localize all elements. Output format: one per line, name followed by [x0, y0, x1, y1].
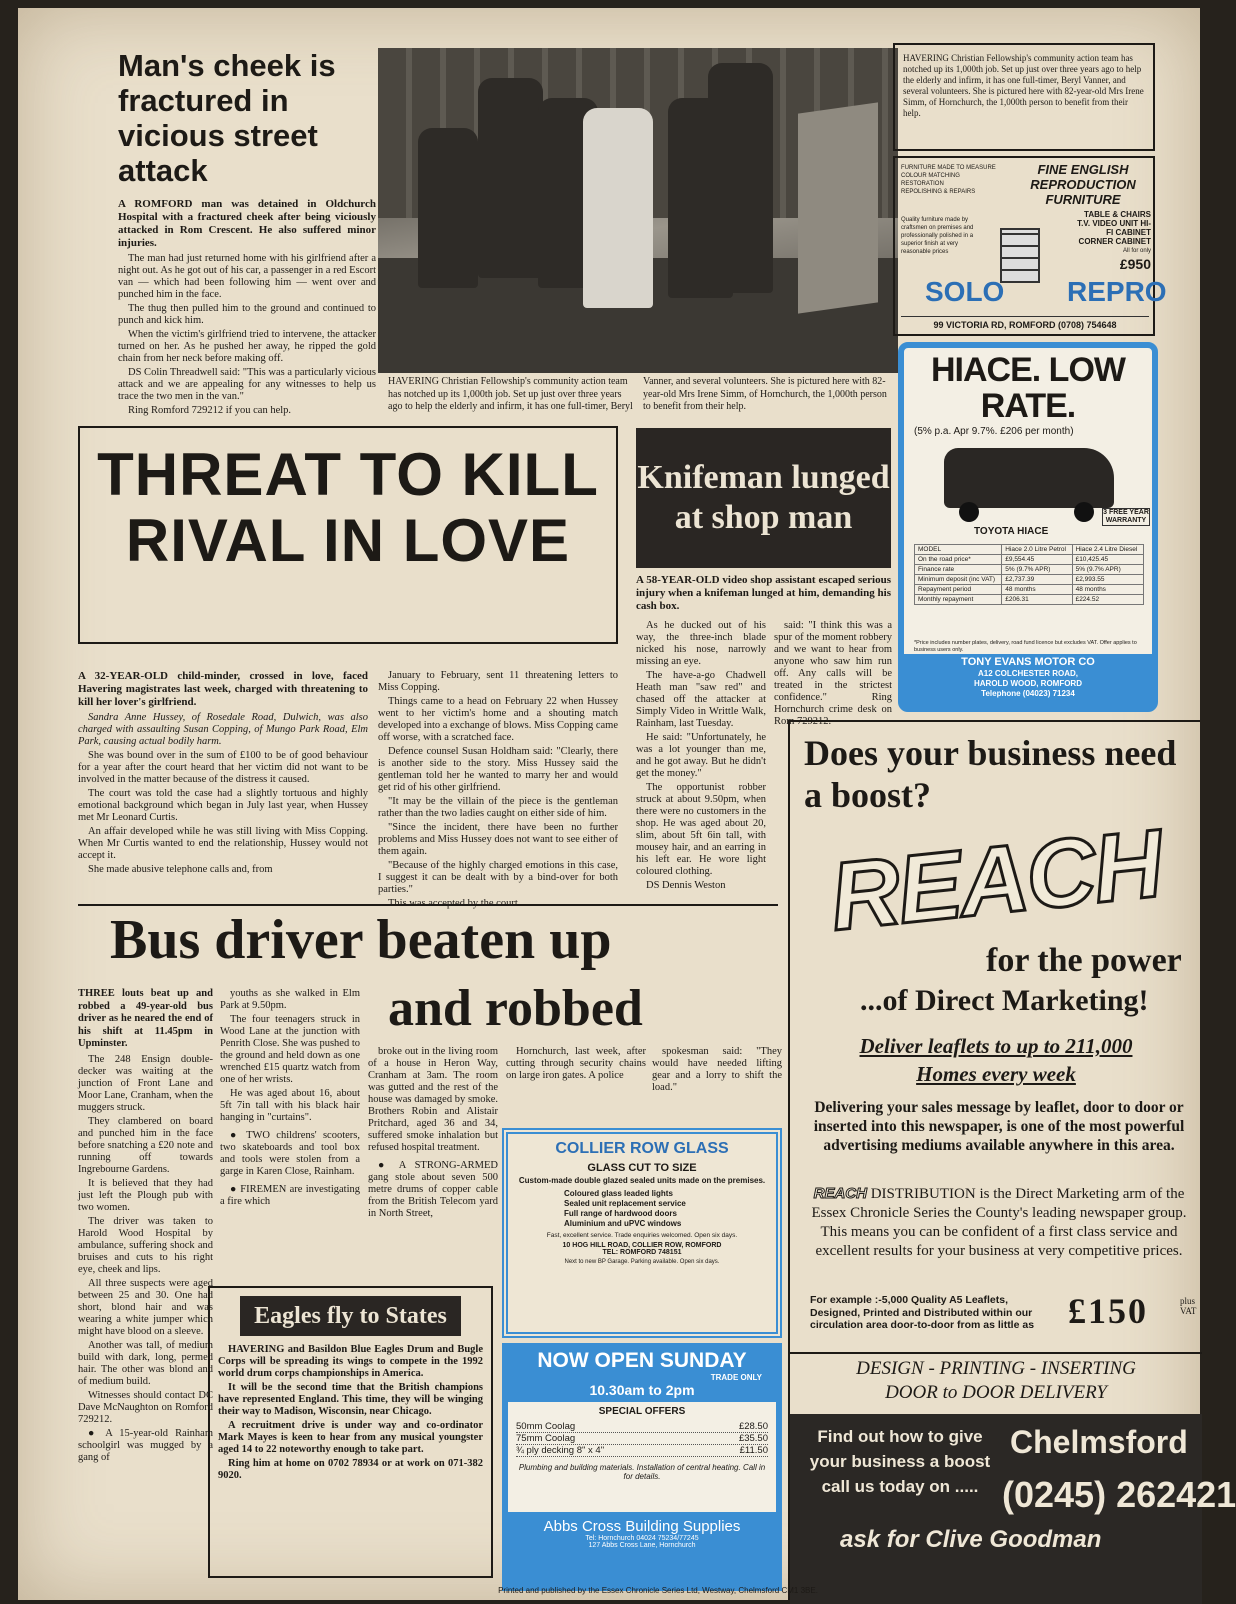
lead-bus: THREE louts beat up and robbed a 49-year-old bus driver as he neared the end of his shift at 11.45pm in Upminster. — [78, 988, 213, 1049]
paragraph: She made abusive telephone calls and, from — [88, 864, 273, 875]
table-cell: 5% (9.7% APR) — [1002, 565, 1072, 575]
reach-body: Delivering your sales message by leaflet, door to door or inserted into this newspaper, is one of the most powerful advertising mediums available anywhere in this area. — [813, 1099, 1185, 1154]
collier-title: COLLIER ROW GLASS — [555, 1140, 729, 1157]
offer-price: £28.50 — [738, 1421, 768, 1432]
offer-row — [516, 1433, 768, 1445]
table-row — [915, 585, 1144, 595]
body-knife-1 — [636, 620, 766, 894]
table-cell: On the road price* — [915, 555, 1002, 565]
news-photo — [378, 48, 898, 373]
brand-solo: SOLO — [925, 276, 1005, 307]
table-cell: 48 months — [1072, 585, 1143, 595]
lead-knife: A 58-YEAR-OLD video shop assistant escaped serious injury when a knifeman lunged at him, demanding his cash box. — [636, 574, 891, 612]
reach-contact-person: ask for Clive Goodman — [840, 1526, 1102, 1553]
newspaper-page — [18, 8, 1236, 1600]
paragraph: said: "I think this was a spur of the moment robbery and we want to hear from anyone who saw him run off. Any calls will be treated in the strictest confidence." Ring Hornchurch crime desk on Rom 729212. — [774, 620, 892, 727]
abbs-tel: Tel: Hornchurch 04024 75234/77245 — [585, 1535, 699, 1542]
bus-headline-line1-wrap — [78, 908, 778, 980]
abbs-offers-panel — [508, 1402, 776, 1512]
table-header: Hiace 2.4 Litre Diesel — [1072, 545, 1143, 555]
paragraph: This was accepted by the court. — [388, 898, 521, 909]
paragraph: The have-a-go Chadwell Heath man "saw red" and chased off the attacker at Simply Video in Writtle Walk, Rainham, last Tuesday. — [636, 670, 766, 729]
paragraph: The driver was taken to Harold Wood Hospital by ambulance, suffering shock and bruises and cuts to his right eye, cheek and lips. — [78, 1215, 213, 1275]
reach-example: For example :-5,000 Quality A5 Leaflets, Designed, Printed and Distributed within our circulation area door-to-door from as little as — [810, 1294, 1035, 1331]
van-wheel — [1074, 502, 1094, 522]
paragraph: The four teenagers struck in Wood Lane at the junction with Penrith Close. She was pushed to the ground and held down as one wrenched £15 quartz watch from one of her wrists. — [220, 1014, 360, 1085]
furniture-items: TABLE & CHAIRS T.V. VIDEO UNIT HI-FI CABINET CORNER CABINET — [1077, 210, 1151, 246]
cabinet-icon — [1000, 228, 1040, 283]
furniture-address: 99 VICTORIA RD, ROMFORD (0708) 754648 — [901, 316, 1149, 330]
paragraph: They clambered on board and punched him in the face before snatching a £20 note and running off towards Ingrebourne Gardens. — [78, 1115, 213, 1175]
table-cell: £224.52 — [1072, 595, 1143, 605]
table-cell: 5% (9.7% APR) — [1072, 565, 1143, 575]
abbs-trade: TRADE ONLY — [710, 1373, 762, 1382]
body-eagles — [218, 1344, 483, 1482]
paragraph: Another was tall, of medium build with dark, long, permed hair. The other was blond and of medium build. — [78, 1339, 213, 1387]
table-header: MODEL — [915, 545, 1002, 555]
offer-row — [516, 1421, 768, 1433]
reach-contact-bar — [790, 1414, 1236, 1604]
table-cell: £206.31 — [1002, 595, 1072, 605]
collier-service: Fast, excellent service. Trade enquiries welcomed. Open six days. — [546, 1232, 738, 1239]
reach-dist-brand: REACH — [813, 1185, 867, 1202]
photo-person — [708, 63, 773, 293]
furniture-bullets — [901, 164, 1011, 196]
paragraph: An affair developed while he was still living with Miss Copping. When Mr Curtis wanted to end the relationship, Hussey would not accept it. — [78, 826, 368, 861]
hiace-finance-table — [914, 544, 1144, 605]
paragraph: Things came to a head on February 22 when Hussey went to her victim's home and a shouting match developed into a exchange of blows. Miss Copping came off worse, with a scratched face. — [378, 696, 618, 743]
reach-services-1: DESIGN - PRINTING - INSERTING — [790, 1352, 1202, 1380]
offer-price: £35.50 — [738, 1433, 768, 1444]
paragraph: spokesman said: "They would have needed lifting gear and a lorry to shift the load." — [652, 1046, 782, 1093]
bullet-item: COLOUR MATCHING — [901, 173, 960, 179]
reach-phone: (0245) 262421 — [1002, 1474, 1236, 1515]
bullet-item: FURNITURE MADE TO MEASURE — [901, 165, 996, 171]
photo-gate — [798, 102, 878, 313]
ad-furniture — [893, 156, 1167, 336]
threat-col-1 — [78, 670, 368, 878]
ad-abbs-cross — [502, 1343, 782, 1591]
paragraph: The opportunist robber struck at about 9.50pm, when there were no customers in the shop. He was aged about 20, slim, about 5ft 6in tall, with mousey hair, and an earring in his left ear. He wore light coloured clothing. — [636, 782, 766, 877]
reach-town: Chelmsford — [1010, 1424, 1188, 1460]
photo-caption: HAVERING Christian Fellowship's community action team has notched up its 1,000th job. Set up just over three years ago to help the elderly and infirm, it has one full-timer, Beryl Vanner, and several volunteers. She is pictured here with 82-year-old Mrs Irene Simm, of Hornchurch, the 1,000th person to benefit from their help. — [388, 376, 887, 412]
paragraph: It will be the second time that the British champions have represented England. This time, they will be winging their way to Madison, Wisconsin, near Chicago. — [218, 1382, 483, 1417]
paragraph: youths as she walked in Elm Park at 9.50pm. — [220, 988, 360, 1011]
reach-deliver-1: Deliver leaflets to up to 211,000 — [859, 1034, 1133, 1058]
abbs-hours: 10.30am to 2pm — [589, 1382, 695, 1398]
body-bus-3 — [368, 1046, 498, 1222]
reach-logo: REACH — [825, 809, 1166, 952]
ad-reach — [788, 720, 1236, 1600]
offer-row — [516, 1445, 768, 1457]
news-brief: ● A STRONG-ARMED gang stole about seven 500 metre drums of copper cable from the British Telecom yard in North Street, — [368, 1160, 498, 1220]
body-bus-4 — [506, 1046, 646, 1084]
ad-hiace — [898, 342, 1158, 712]
table-cell: Finance rate — [915, 565, 1002, 575]
table-row — [915, 565, 1144, 575]
table-row — [915, 595, 1144, 605]
collier-address: 10 HOG HILL ROAD, COLLIER ROW, ROMFORD — [562, 1242, 722, 1249]
paragraph: Defence counsel Susan Holdham said: "Clearly, there is another side to the story. Miss Hussey said the gentleman told her he wanted to marry her and would get rid of his other girlfriend. — [378, 746, 618, 793]
paragraph: Witnesses should contact DC Dave McNaughton on Romford 729212. — [78, 1389, 213, 1425]
paragraph: Hornchurch, last week, after cutting through security chains on large iron gates. A police — [506, 1046, 646, 1081]
paragraph: HAVERING and Basildon Blue Eagles Drum and Bugle Corps will be spreading its wings to compete in the 1992 world drum corps championships in America. — [218, 1344, 483, 1379]
list-item: Coloured glass leaded lights — [564, 1189, 673, 1198]
offer-item: ¾ ply decking 8" x 4" — [516, 1445, 605, 1456]
table-cell: £9,554.45 — [1002, 555, 1072, 565]
paragraph: The court was told the case had a slightly tortuous and highly emotional background which began in July last year, when Hussey met Mr Leonard Curtis. — [78, 788, 368, 823]
paragraph: "Because of the highly charged emotions in this case, I suggest it can be dealt with by a bind-over for both parties." — [378, 860, 618, 895]
bus-col-1 — [78, 988, 213, 1466]
section-divider — [78, 904, 778, 906]
table-cell: Monthly repayment — [915, 595, 1002, 605]
collier-tel: TEL: ROMFORD 748151 — [602, 1249, 682, 1256]
photo-person — [583, 108, 653, 308]
hiace-rate: (5% p.a. Apr 9.7%. £206 per month) — [914, 426, 1074, 437]
body-knife-2 — [774, 620, 892, 730]
headline-threat: THREAT TO KILL RIVAL IN LOVE — [97, 441, 599, 574]
list-item: Aluminium and uPVC windows — [564, 1219, 682, 1228]
abbs-name: Abbs Cross Building Supplies — [543, 1518, 741, 1535]
paragraph: Sandra Anne Hussey, of Rosedale Road, Dulwich, was also charged with assaulting Susan Copping, of Mungo Park Road, Elm Park, causing actual bodily harm. — [78, 712, 368, 747]
paragraph: She was bound over in the sum of £100 to be of good behaviour for a year after the court heard that her victim did not want to be involved in the matter because of the distress it caused. — [78, 750, 368, 785]
news-brief: ● A 15-year-old Rainham schoolgirl was mugged by a gang of — [78, 1428, 213, 1464]
bullet-item: REPOLISHING & REPAIRS — [901, 189, 976, 195]
furniture-title: FINE ENGLISH REPRODUCTION FURNITURE — [1030, 162, 1136, 207]
paragraph: Ring him at home on 0702 78934 or at work on 071-382 9020. — [218, 1458, 483, 1481]
paragraph: DS Colin Threadwell said: "This was a particularly vicious attack and we are appealing for any witnesses to help us trace the two men in the van." — [118, 367, 376, 402]
body-bus-1 — [78, 1054, 213, 1464]
table-cell: 48 months — [1002, 585, 1072, 595]
knife-lead-wrap — [636, 574, 891, 616]
table-cell: £2,737.39 — [1002, 575, 1072, 585]
furniture-blurb: Quality furniture made by craftsmen on premises and professionally polished in a superior finish at very reasonable prices — [901, 217, 974, 255]
body-cheek — [118, 253, 376, 417]
dealer-name: TONY EVANS MOTOR CO — [961, 656, 1095, 668]
paragraph: January to February, sent 11 threatening letters to Miss Copping. — [378, 670, 618, 693]
paragraph: Ring Romford 729212 if you can help. — [128, 405, 292, 416]
table-row — [915, 575, 1144, 585]
paragraph: A recruitment drive is under way and co-ordinator Mark Mayes is keen to hear from any musical youngster aged 14 to 22 noteworthy enough to take part. — [218, 1420, 483, 1455]
paragraph: He was aged about 16, about 5ft 7in tall with his black hair hanging in "curtains". — [220, 1088, 360, 1123]
collier-subtitle: GLASS CUT TO SIZE — [587, 1162, 697, 1174]
story-cheek — [118, 48, 376, 419]
reach-dist — [804, 1184, 1194, 1261]
reach-services-2: DOOR to DOOR DELIVERY — [885, 1382, 1107, 1403]
paragraph: The thug then pulled him to the ground and continued to punch and kick him. — [118, 303, 376, 326]
headline-bus-1: Bus driver beaten up — [110, 909, 612, 971]
paragraph: It is believed that they had just left the Plough pub with two women. — [78, 1177, 213, 1213]
byline: DS Dennis Weston — [646, 880, 726, 891]
reach-cta: Find out how to give your business a boost call us today on ..... — [809, 1427, 991, 1496]
caption-box: HAVERING Christian Fellowship's community action team has notched up its 1,000th job. Set up just over three years ago to help the elderly and infirm, it has one full-timer, Beryl Vanner, and several volunteers. She is pictured here with 82-year-old Mrs Irene Simm, of Hornchurch, the 1,000th person to benefit from their help. — [893, 43, 1155, 151]
reach-power: for the power — [986, 942, 1182, 979]
brand-repro: REPRO — [1067, 276, 1167, 307]
paragraph: He said: "Unfortunately, he was a lot younger than me, and he got away. But he didn't get the money." — [636, 732, 766, 779]
headline-knife: Knifeman lunged at shop man — [637, 459, 890, 536]
body-bus-2 — [220, 988, 360, 1210]
dealer-address: HAROLD WOOD, ROMFORD — [974, 679, 1082, 688]
hiace-model: TOYOTA HIACE — [974, 526, 1049, 537]
hiace-dealer-bar — [904, 654, 1152, 706]
table-header: Hiace 2.0 Litre Petrol — [1002, 545, 1072, 555]
body-threat-2 — [378, 670, 618, 912]
table-row — [915, 555, 1144, 565]
paragraph: broke out in the living room of a house in Heron Way, Cranham at 3am. The room was gutted and the rest of the house was damaged by smoke. Brothers Robin and Alistair Pritchard, aged 36 and 34, suffered smoke inhalation but refused hospital treatment. — [368, 1046, 498, 1153]
table-cell: £10,425.45 — [1072, 555, 1143, 565]
reach-deliver-2: Homes every week — [916, 1062, 1076, 1086]
reach-price-suffix: plus VAT — [1180, 1296, 1197, 1316]
reach-price: £150 — [1068, 1291, 1148, 1331]
offer-item: 50mm Coolag — [516, 1421, 576, 1432]
warranty-badge: 3 FREE YEAR WARRANTY — [1103, 509, 1149, 524]
threat-headline-box — [78, 426, 618, 644]
hiace-title: HIACE. LOW RATE. — [931, 351, 1125, 425]
paragraph: As he ducked out of his way, the three-inch blade nicked his nose, narrowly missing an eye. — [636, 620, 766, 667]
headline-eagles: Eagles fly to States — [240, 1296, 461, 1336]
abbs-open: NOW OPEN SUNDAY — [537, 1349, 747, 1372]
offer-item: 75mm Coolag — [516, 1433, 576, 1444]
bullet-item: RESTORATION — [901, 181, 944, 187]
headline-bus-2: and robbed — [388, 980, 643, 1037]
table-row — [915, 545, 1144, 555]
hiace-footnote: *Price includes number plates, delivery, road fund licence but excludes VAT. Offer applies to business users only. — [914, 640, 1137, 653]
reach-headline: Does your business need a boost? — [804, 733, 1177, 815]
lead-cheek: A ROMFORD man was detained in Oldchurch Hospital with a fractured cheek after being viciously attacked in Rom Crescent. He also suffered minor injuries. — [118, 198, 376, 249]
news-brief: ● FIREMEN are investigating a fire which — [220, 1184, 360, 1208]
photo-person — [478, 78, 543, 278]
dealer-address: A12 COLCHESTER ROAD, — [977, 669, 1078, 678]
reach-dist-text: DISTRIBUTION is the Direct Marketing arm of the Essex Chronicle Series the County's leading newspaper group. This means you can be confident of a first class service and excellent results for your business at very competitive prices. — [811, 1186, 1187, 1259]
paragraph: The man had just returned home with his girlfriend after a night out. As he got out of his car, a passenger in a red Escort van — which had been following him — went over and punched him in the face. — [118, 253, 376, 300]
dealer-phone: Telephone (04023) 71234 — [981, 689, 1075, 698]
news-brief: ● TWO childrens' scooters, two skateboards and tool box and tools were stolen from a garge in Karen Close, Rainham. — [220, 1130, 360, 1178]
abbs-note: Plumbing and building materials. Installation of central heating. Call in for details. — [518, 1463, 766, 1481]
table-cell: Repayment period — [915, 585, 1002, 595]
knife-headline-box — [636, 428, 891, 568]
imprint: Printed and published by the Essex Chronicle Series Ltd, Westway, Chelmsford CM1 3BE. — [498, 1586, 818, 1595]
abbs-address: 127 Abbs Cross Lane, Hornchurch — [588, 1542, 696, 1549]
eagles-box — [208, 1286, 493, 1578]
paragraph: When the victim's girlfriend tried to intervene, the attacker turned on her. As he pushed her away, he ripped the gold chain from her neck before making off. — [118, 329, 376, 364]
furniture-price: £950 — [1119, 256, 1151, 272]
abbs-special: SPECIAL OFFERS — [598, 1406, 686, 1417]
offer-price: £11.50 — [739, 1445, 768, 1456]
bus-headline-line2-wrap — [388, 980, 748, 1038]
table-cell: £2,993.55 — [1072, 575, 1143, 585]
table-cell: Minimum deposit (inc VAT) — [915, 575, 1002, 585]
headline-cheek: Man's cheek is fractured in vicious street attack — [118, 48, 336, 188]
collier-footer: Next to new BP Garage. Parking available. Open six days. — [564, 1259, 720, 1265]
paragraph: All three suspects were aged between 25 and 30. One had short, blond hair and was wearing a white jumper which might have blood on a sleeve. — [78, 1277, 213, 1337]
paragraph: The 248 Ensign double-decker was waiting at the junction of Front Lane and Moor Lane, Cranham, when the muggers struck. — [78, 1053, 213, 1113]
collier-tagline: Custom-made double glazed sealed units made on the premises. — [518, 1176, 766, 1185]
paragraph: "It may be the villain of the piece is the gentleman rather than the two ladies caught on either side of him. — [378, 796, 618, 819]
photo-person — [418, 128, 478, 288]
van-wheel — [959, 502, 979, 522]
list-item: Full range of hardwood doors — [564, 1209, 677, 1218]
lead-threat: A 32-YEAR-OLD child-minder, crossed in love, faced Havering magistrates last week, charged with threatening to kill her lover's girlfriend. — [78, 670, 368, 708]
paragraph: "Since the incident, there have been no further problems and Miss Hussey does not want to see either of them again. — [378, 822, 618, 857]
van-image — [944, 448, 1114, 508]
body-bus-5 — [652, 1046, 782, 1096]
ad-collier-row — [502, 1128, 782, 1338]
collier-list — [514, 1189, 770, 1229]
list-item: Sealed unit replacement service — [564, 1199, 686, 1208]
reach-direct: ...of Direct Marketing! — [860, 984, 1149, 1017]
body-threat-1 — [78, 712, 368, 876]
furniture-from: All for only — [1122, 248, 1151, 254]
